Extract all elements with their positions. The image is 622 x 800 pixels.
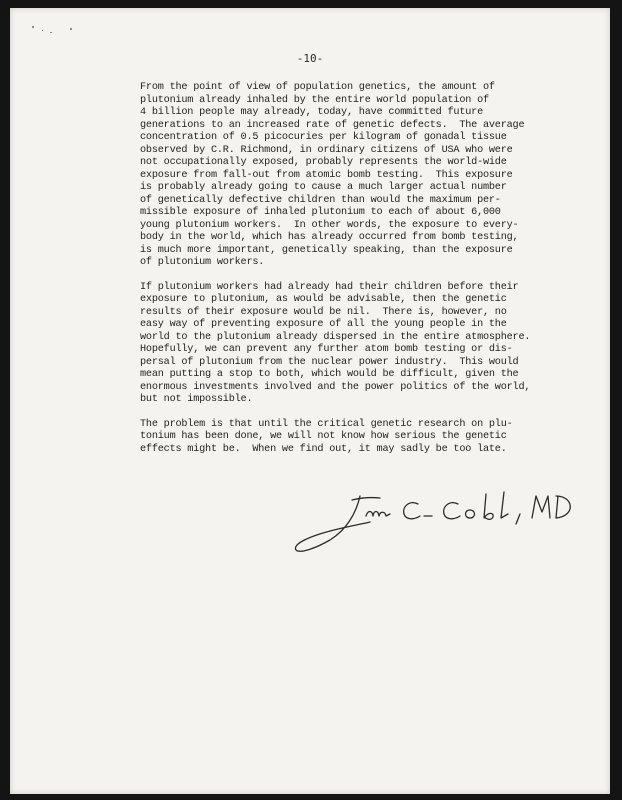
paper-speck: [70, 28, 72, 30]
text-line: not occupationally exposed, probably represents the world-wide: [140, 157, 507, 168]
text-line: exposure from fall-out from atomic bomb testing. This exposure: [140, 169, 513, 181]
letter-body: [140, 82, 550, 468]
text-line: 4 billion people may already, today, have committed future: [140, 107, 483, 118]
signature-stroke: [532, 496, 550, 518]
signature-stroke: [444, 503, 460, 519]
text-line: effects might be. When we find out, it may sadly be too late.: [140, 443, 507, 455]
text-line: tonium has been done, we will not know how serious the genetic: [140, 431, 507, 442]
text-line: is much more important, genetically speaking, than the exposure: [140, 244, 513, 256]
signature-stroke: [352, 498, 380, 500]
signature-stroke: [501, 492, 508, 518]
signature-stroke: [466, 510, 475, 518]
text-line: of genetically defective children than would the maximum per-: [140, 194, 501, 206]
text-line: but not impossible.: [140, 394, 253, 405]
text-line: persal of plutonium from the nuclear power industry. This would: [140, 356, 519, 368]
text-line: world to the plutonium already dispersed in the entire atmosphere.: [140, 331, 531, 343]
text-line: of plutonium workers.: [140, 257, 265, 268]
paragraph-3: [140, 419, 550, 457]
text-line: body in the world, which has already occurred from bomb testing,: [140, 232, 519, 243]
text-line: If plutonium workers had already had their children before their: [140, 281, 519, 293]
text-line: The problem is that until the critical genetic research on plu-: [140, 418, 513, 430]
document-page: [10, 8, 610, 794]
signature-stroke: [516, 514, 520, 524]
signature-stroke: [295, 496, 370, 551]
signature-stroke: [556, 496, 570, 518]
paragraph-2: [140, 282, 550, 407]
text-line: observed by C.R. Richmond, in ordinary citizens of USA who were: [140, 144, 513, 156]
paper-speck: [42, 30, 43, 31]
signature-stroke: [404, 503, 420, 519]
text-line: plutonium already inhaled by the entire world population of: [140, 94, 489, 106]
text-line: concentration of 0.5 picocuries per kilogram of gonadal tissue: [140, 132, 507, 143]
text-line: results of their exposure would be nil. There is, however, no: [140, 306, 507, 318]
signature-stroke: [366, 512, 390, 517]
paper-speck: [32, 26, 34, 28]
text-line: enormous investments involved and the power politics of the world,: [140, 381, 531, 393]
text-line: is probably already going to cause a much larger actual number: [140, 182, 507, 193]
text-line: Hopefully, we can prevent any further atom bomb testing or dis-: [140, 344, 513, 355]
text-line: generations to an increased rate of genetic defects. The average: [140, 119, 525, 131]
text-line: missible exposure of inhaled plutonium to each of about 6,000: [140, 207, 501, 218]
text-line: young plutonium workers. In other words, the exposure to every-: [140, 219, 519, 231]
text-line: mean putting a stop to both, which would be difficult, given the: [140, 369, 519, 380]
page-number: -10-: [296, 52, 324, 65]
text-line: exposure to plutonium, as would be advisable, then the genetic: [140, 294, 507, 305]
paper-speck: [50, 32, 52, 33]
paragraph-1: [140, 82, 550, 270]
text-line: easy way of preventing exposure of all the young people in the: [140, 319, 507, 330]
handwritten-signature: [290, 486, 580, 558]
signature-stroke: [484, 494, 493, 519]
text-line: From the point of view of population genetics, the amount of: [140, 82, 495, 93]
